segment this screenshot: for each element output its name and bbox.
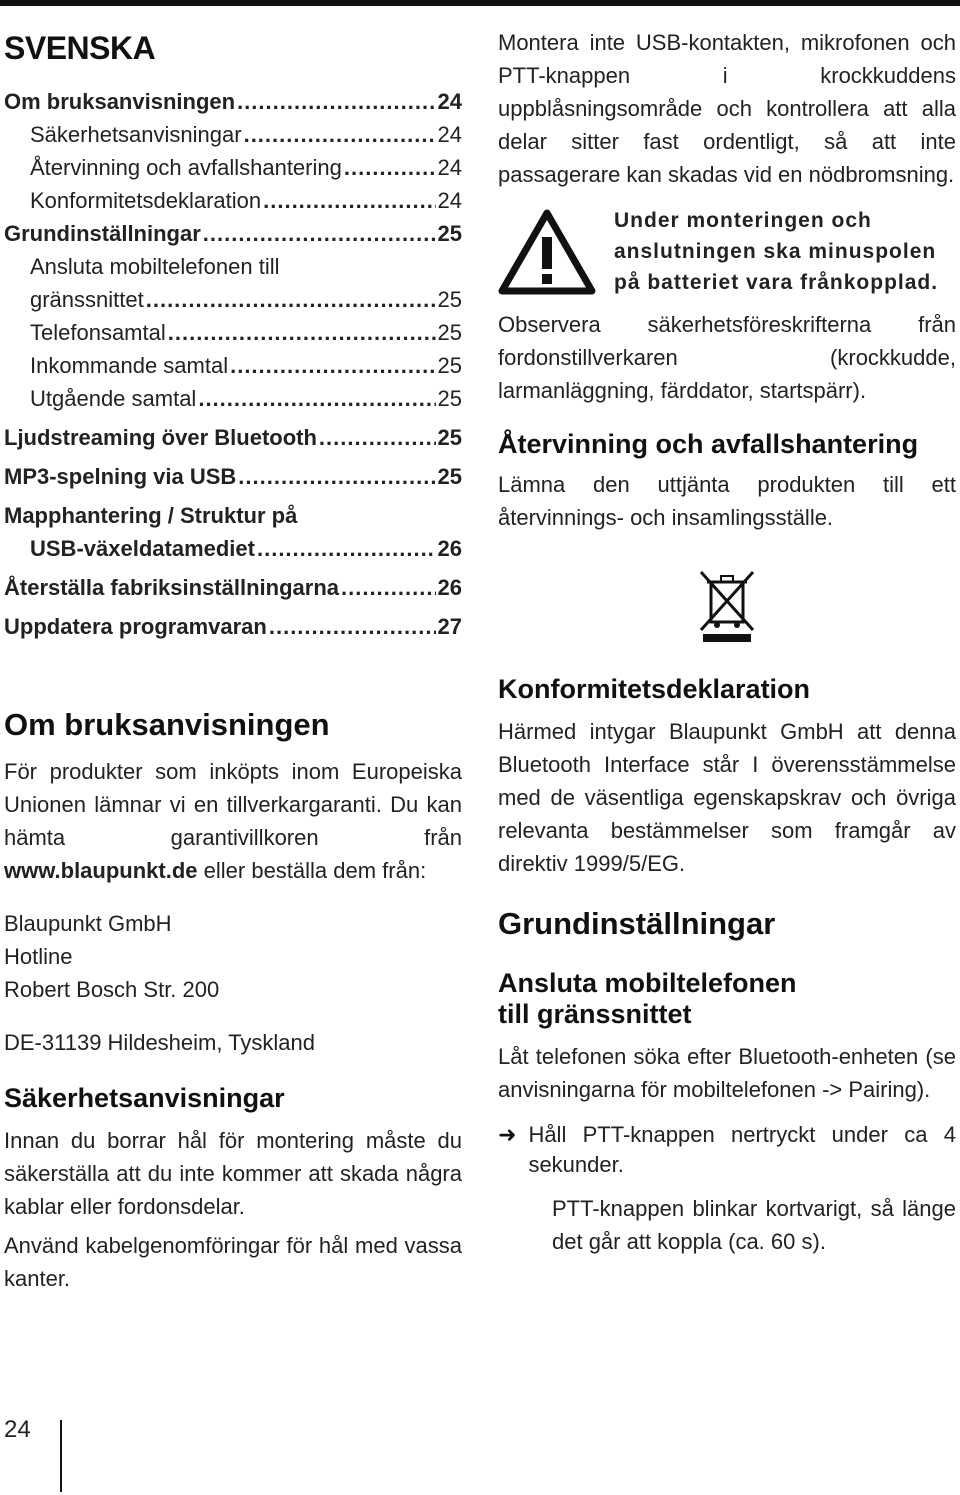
address-block [4,907,462,1006]
toc-entry[interactable]: gränssnittet ..... 25 [4,283,462,316]
pairing-text: Låt telefonen söka efter Bluetooth-enheten (se anvisningarna för mobiltelefonen -> Pairing). [498,1044,956,1102]
connect-phone-heading-line1: Ansluta mobiltelefonen [498,968,797,998]
safety-heading: Säkerhetsanvisningar [4,1083,285,1113]
toc-entry[interactable]: Utgående samtal ..... 25 [4,382,462,415]
toc-entry[interactable]: Inkommande samtal ..... 25 [4,349,462,382]
language-heading: SVENSKA [4,30,156,66]
page-number: 24 [4,1416,31,1443]
conformity-section [498,674,956,880]
basic-settings-section [498,906,956,1258]
toc-entry-line[interactable]: Ansluta mobiltelefonen till [30,254,280,279]
toc-entry[interactable]: Om bruksanvisningen ..... 24 [4,85,462,118]
warning-block [498,205,956,298]
warning-text: Under monteringen och anslutningen ska minuspolen på batteriet vara frånkopplad. [614,209,939,294]
left-column [4,24,462,1295]
page-divider [60,1420,62,1492]
about-text: För produkter som inköpts inom Europeiska Unionen lämnar vi en tillverkargaranti. Du kan hämta garantivillkoren från www.blaupunkt.de eller beställa dem från: [4,759,462,883]
toc-entry[interactable]: Uppdatera programvaran ..... 27 [4,610,462,643]
about-section [4,707,462,1059]
safety-text-1: Innan du borrar hål för montering måste du säkerställa att du inte kommer att skada några kablar eller fordonsdelar. [4,1128,462,1219]
conformity-heading: Konformitetsdeklaration [498,674,811,704]
toc-entry[interactable]: Återvinning och avfallshantering ..... 24 [4,151,462,184]
about-heading: Om bruksanvisningen [4,707,330,742]
blaupunkt-link[interactable]: www.blaupunkt.de [4,858,198,883]
toc-entry[interactable]: Återställa fabriksinställningarna ..... 26 [4,571,462,604]
toc-entry[interactable]: Grundinställningar ..... 25 [4,217,462,250]
right-column [498,24,956,1258]
warning-triangle-icon [498,209,596,295]
toc-entry[interactable]: Ljudstreaming över Bluetooth ..... 25 [4,421,462,454]
top-rule [0,0,960,6]
safety-regulations-text: Observera säkerhetsföreskrifterna från fordonstillverkaren (krockkudde, larmanläggning, färddator, startspärr). [498,312,956,403]
address-line: Robert Bosch Str. 200 [4,977,220,1002]
toc-entry-line[interactable]: Mapphantering / Struktur på [4,503,298,528]
toc-entry[interactable]: Säkerhetsanvisningar ..... 24 [4,118,462,151]
toc-entry[interactable]: USB-växeldatamediet ..... 26 [4,532,462,565]
address-line: Blaupunkt GmbH [4,911,172,936]
safety-text-2: Använd kabelgenomföringar för hål med vassa kanter. [4,1233,462,1291]
basic-settings-heading: Grundinställningar [498,906,776,941]
step-item [498,1120,956,1180]
airbag-text: Montera inte USB-kontakten, mikrofonen och PTT-knappen i krockkuddens uppblåsningsområde och kontrollera att alla delar sitter fast ordentligt, så att inte passagerare kan skadas vid en nödbromsning. [498,30,956,187]
connect-phone-heading-line2: till gränssnittet [498,999,692,1029]
toc-entry[interactable]: MP3-spelning via USB ..... 25 [4,460,462,493]
toc-entry[interactable]: Telefonsamtal ..... 25 [4,316,462,349]
safety-section [4,1083,462,1295]
recycling-text: Lämna den uttjänta produkten till ett återvinnings- och insamlingsställe. [498,472,956,530]
step-note: PTT-knappen blinkar kortvarigt, så länge det går att koppla (ca. 60 s). [552,1196,956,1254]
address-country: DE-31139 Hildesheim, Tyskland [4,1030,316,1055]
recycling-heading: Återvinning och avfallshantering [498,429,919,459]
step-text: Håll PTT-knappen nertryckt under ca 4 sekunder. [528,1122,956,1177]
recycling-symbol [498,568,956,644]
crossed-bin-icon [695,568,759,644]
recycling-section [498,429,956,644]
table-of-contents [4,85,462,643]
toc-entry[interactable]: Konformitetsdeklaration ..... 24 [4,184,462,217]
arrow-right-icon: ➜ [498,1122,517,1147]
address-line: Hotline [4,944,73,969]
conformity-text: Härmed intygar Blaupunkt GmbH att denna Bluetooth Interface står I överensstämmelse med de väsentliga egenskapskrav och övriga relevanta bestämmelser som framgår av direktiv 1999/5/EG. [498,719,956,876]
